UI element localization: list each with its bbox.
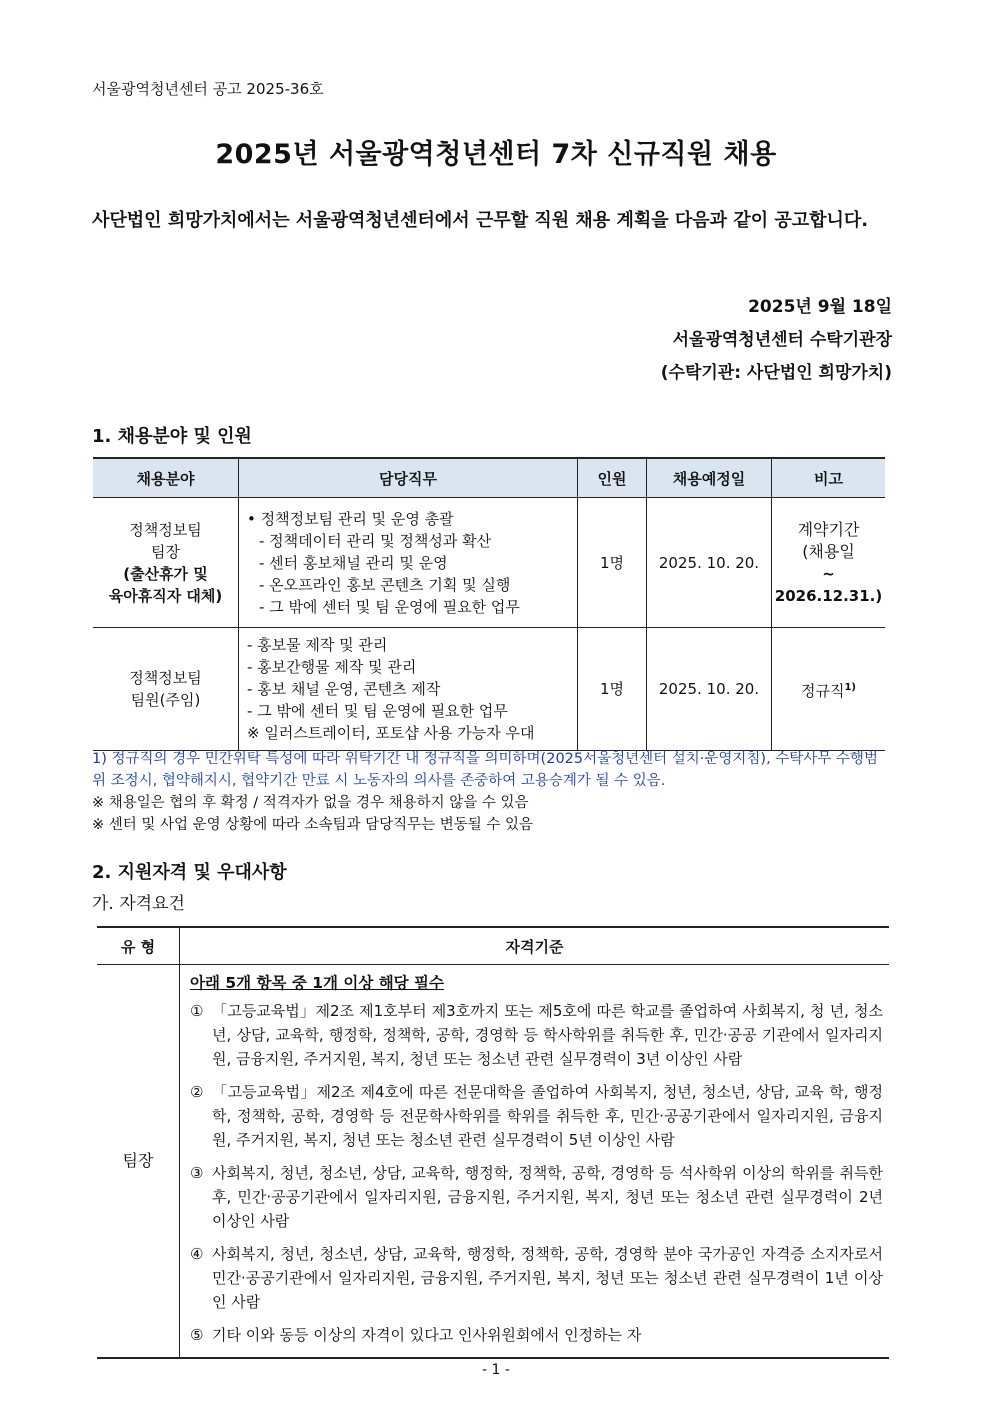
col-header: 유 형: [97, 927, 180, 965]
remark-cell: [772, 628, 886, 751]
page-title: 2025년 서울광역청년센터 7차 신규직원 채용: [215, 139, 777, 170]
remark-cell: [772, 498, 886, 628]
item-text: 사회복지, 청년, 청소년, 상담, 교육학, 행정학, 정책학, 공학, 경영학 등 석사학위 이상의 학위를 취득한 후, 민간·공공기관에서 일자리지원, 금융지원, 주거지원, 복지, 청년 또는 청소년 관련 실무경력이 2년 이상인 사람: [212, 1164, 883, 1230]
item-number: ④: [190, 1245, 204, 1263]
col-header: 자격기준: [180, 927, 890, 965]
table-header-row: [97, 927, 889, 965]
criteria-cell: [180, 965, 890, 1359]
section1-heading: 1. 채용분야 및 인원: [92, 426, 252, 447]
criteria-item: [190, 1161, 883, 1233]
section2-subheading: 가. 자격요건: [92, 894, 185, 914]
type-cell: 팀장: [97, 965, 180, 1359]
col-header: 인원: [578, 458, 647, 498]
field-line: 팀장: [151, 542, 180, 561]
duty-line: - 홍보물 제작 및 관리: [247, 636, 388, 654]
col-header: 채용예정일: [647, 458, 772, 498]
col-header: 담당직무: [239, 458, 578, 498]
intro-paragraph: 사단법인 희망가치에서는 서울광역청년센터에서 근무할 직원 채용 계획을 다음과 같이 공고합니다.: [92, 210, 869, 231]
criteria-item: [190, 1323, 883, 1347]
item-text: 기타 이와 동등 이상의 자격이 있다고 인사위원회에서 인정하는 자: [212, 1326, 642, 1344]
duties-cell: [239, 498, 578, 628]
count-cell: 1명: [578, 628, 647, 751]
item-text: 「고등교육법」제2조 제4호에 따른 전문대학을 졸업하여 사회복지, 청년, 청소년, 상담, 교육 학, 행정학, 정책학, 공학, 경영학 등 전문학사학위를 학위를 취득한 후, 민간·공공기관에서 일자리지원, 금융지원, 주거지원, 복지, 청년 또는 청소년 관련 실무경력이 5년 이상인 사람: [212, 1083, 883, 1149]
duties-cell: [239, 628, 578, 751]
criteria-heading: 아래 5개 항목 중 1개 이상 해당 필수: [190, 974, 444, 992]
table-row: [97, 965, 889, 1359]
criteria-item: [190, 1242, 883, 1314]
duty-line: - 그 밖에 센터 및 팀 운영에 필요한 업무: [259, 597, 520, 616]
remark-line: ~ 2026.12.31.): [774, 564, 883, 605]
duty-line: - 온오프라인 홍보 콘텐츠 기획 및 실행: [259, 575, 511, 594]
col-header: 채용분야: [93, 458, 239, 498]
page-number: - 1 -: [482, 1362, 510, 1378]
remark-text: 정규직: [800, 681, 845, 700]
item-number: ③: [190, 1164, 204, 1182]
footnote-ref: 1): [844, 681, 856, 693]
duty-line: - 그 밖에 센터 및 팀 운영에 필요한 업무: [247, 702, 508, 720]
duty-line: • 정책정보팀 관리 및 운영 총괄: [247, 509, 454, 528]
duty-line: - 센터 홍보채널 관리 및 운영: [259, 553, 448, 572]
criteria-item: [190, 999, 883, 1071]
item-number: ⑤: [190, 1326, 204, 1344]
item-text: 사회복지, 청년, 청소년, 상담, 교육학, 행정학, 정책학, 공학, 경영학 분야 국가공인 자격증 소지자로서 민간·공공기관에서 일자리지원, 금융지원, 주거지원, 복지, 청년 또는 청소년 관련 실무경력이 1년 이상인 사람: [212, 1245, 883, 1311]
notice-number: 서울광역청년센터 공고 2025-36호: [92, 80, 324, 98]
signature-date: 2025년 9월 18일: [748, 297, 892, 317]
duty-line: - 홍보 채널 운영, 콘텐츠 제작: [247, 680, 441, 698]
field-line: 정책정보팀: [129, 520, 202, 539]
note-line: ※ 센터 및 사업 운영 상황에 따라 소속팀과 담당직무는 변동될 수 있음: [92, 817, 534, 833]
field-line: 육아휴직자 대체): [108, 586, 223, 605]
field-cell: [93, 628, 239, 751]
field-line: (출산휴가 및: [123, 564, 208, 583]
signature-sub: (수탁기관: 사단법인 희망가치): [660, 363, 892, 383]
date-cell: 2025. 10. 20.: [647, 498, 772, 628]
count-cell: 1명: [578, 498, 647, 628]
signature-org: 서울광역청년센터 수탁기관장: [672, 330, 892, 350]
duty-line: ※ 일러스트레이터, 포토샵 사용 가능자 우대: [247, 724, 535, 742]
field-cell: [93, 498, 239, 628]
footnote: 1) 정규직의 경우 민간위탁 특성에 따라 위탁기간 내 정규직을 의미하며(2025서울청년센터 설치·운영지침), 수탁사무 수행범위 조정시, 협약해지시, 협약기간 만료 시 노동자의 의사를 존중하여 고용승계가 될 수 있음.: [92, 751, 878, 789]
date-cell: 2025. 10. 20.: [647, 628, 772, 751]
item-number: ②: [190, 1083, 204, 1101]
remark-line: (채용일: [802, 541, 855, 561]
col-header: 비고: [772, 458, 886, 498]
table-header-row: [93, 458, 885, 498]
remark-line: 계약기간: [797, 519, 860, 539]
section2-heading: 2. 지원자격 및 우대사항: [92, 862, 287, 883]
criteria-item: [190, 1080, 883, 1152]
duty-line: - 정책데이터 관리 및 정책성과 확산: [259, 531, 492, 550]
note-line: ※ 채용일은 협의 후 확정 / 적격자가 없을 경우 채용하지 않을 수 있음: [92, 795, 529, 811]
duty-line: - 홍보간행물 제작 및 관리: [247, 658, 417, 676]
field-line: 정책정보팀: [129, 669, 202, 687]
item-text: 「고등교육법」제2조 제1호부터 제3호까지 또는 제5호에 따른 학교를 졸업하여 사회복지, 청 년, 청소년, 상담, 교육학, 행정학, 정책학, 공학, 경영학 등 학사학위를 취득한 후, 민간·공공 기관에서 일자리지원, 금융지원, 주거지원, 복지, 청년 또는 청소년 관련 실무경력이 3년 이상인 사람: [212, 1002, 883, 1068]
qualification-table: [97, 926, 889, 1359]
table-row: [93, 628, 885, 751]
recruitment-table: [93, 457, 885, 751]
item-number: ①: [190, 1002, 204, 1020]
table-row: [93, 498, 885, 628]
field-line: 팀원(주임): [130, 691, 201, 709]
